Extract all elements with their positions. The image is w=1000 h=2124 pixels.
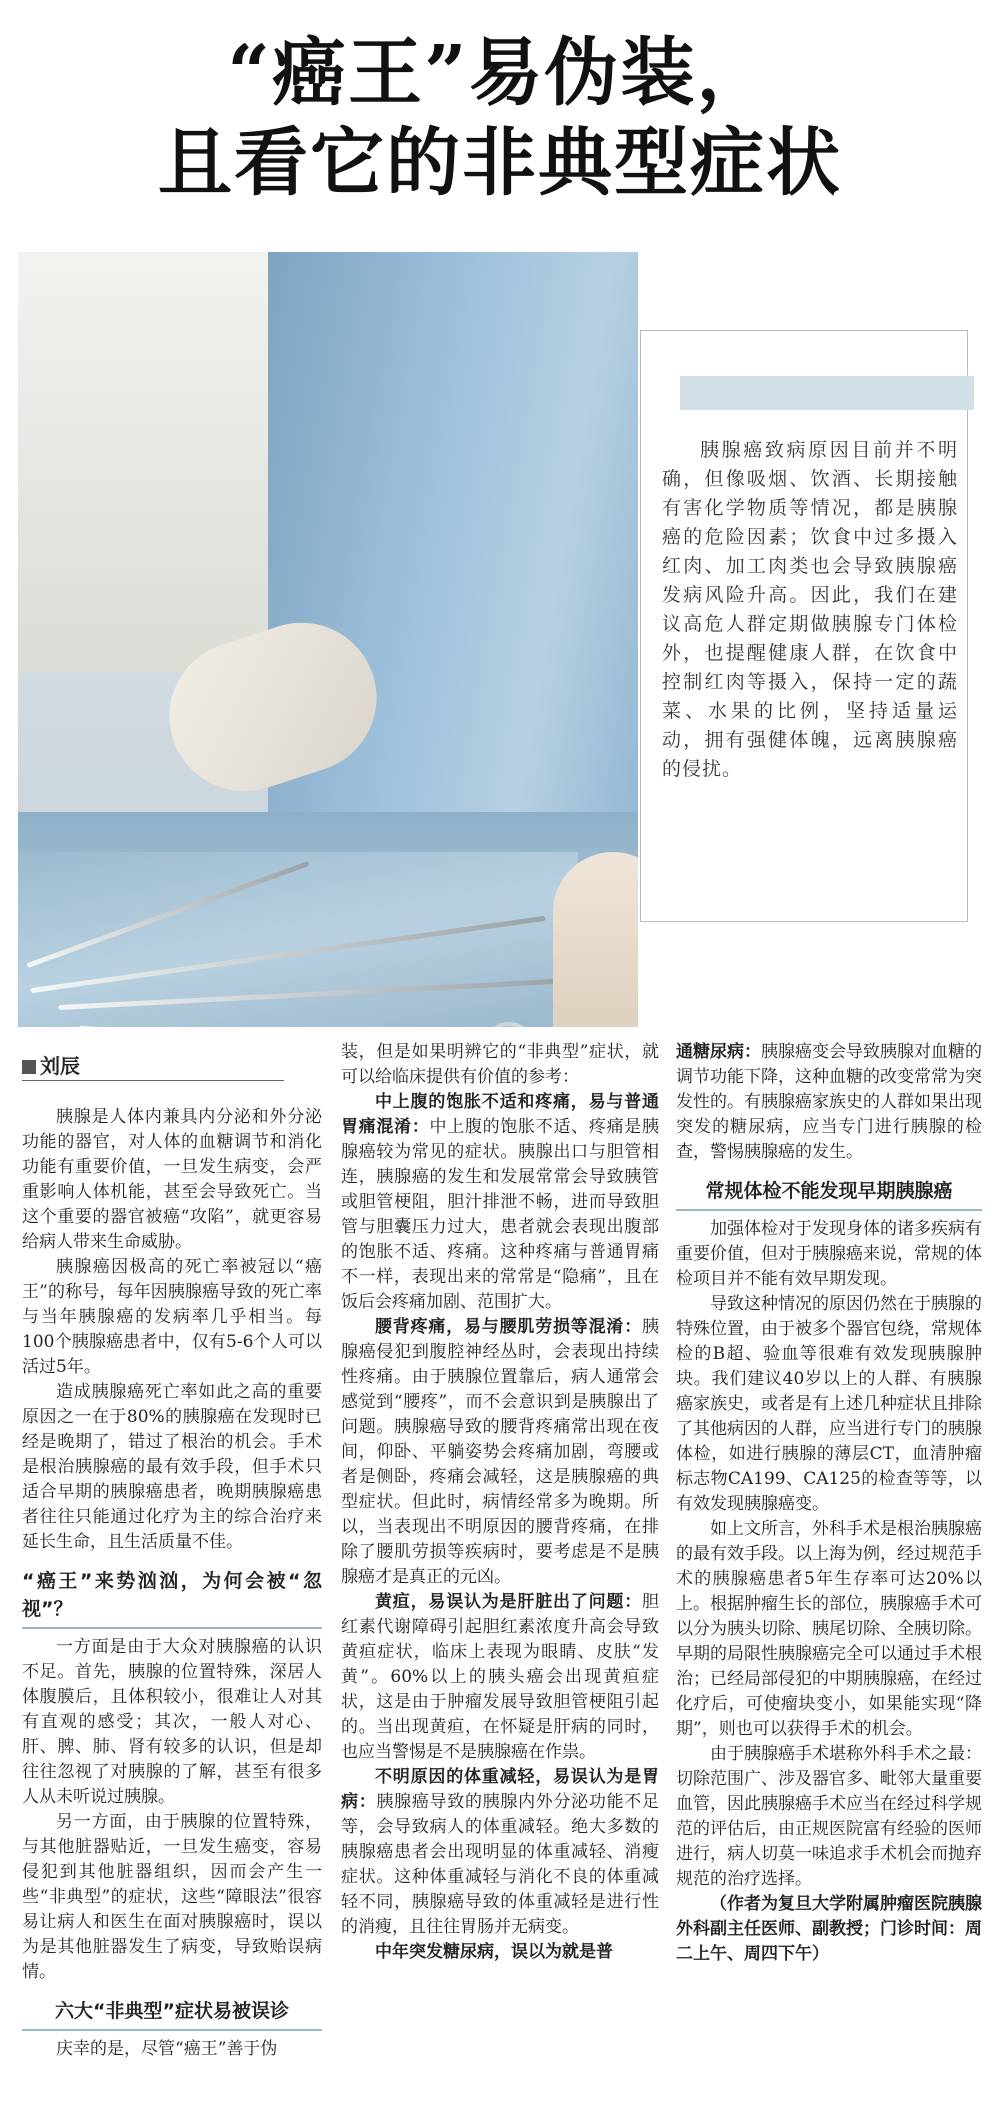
symptom-body: 中上腹的饱胀不适、疼痛是胰腺癌较为常见的症状。胰腺出口与胆管相连，胰腺癌的发生和发展常常会导致胰管或胆管梗阻，胆汁排泄不畅，进而导致胆管与胆囊压力过大，患者就会表现出腹部的饱胀不适、疼痛。这种疼痛与普通胃痛不一样，表现出来的常常是“隐痛”，且在饭后会疼痛加剧、范围扩大。	[341, 1117, 660, 1312]
column-3	[676, 1040, 982, 1967]
paragraph	[341, 1940, 659, 1965]
paragraph: 由于胰腺癌手术堪称外科手术之最：切除范围广、涉及器官多、毗邻大量重要血管，因此胰腺癌手术应当在经过科学规范的评估后，由正规医院富有经验的医师进行，病人切莫一味追求手术机会而抛弃规范的治疗选择。	[676, 1744, 982, 1889]
symptom-body: 胰腺癌变会导致胰腺对血糖的调节功能下降，这种血糖的改变常常为突发性的。有胰腺癌家族史的人群如果出现突发的糖尿病，应当专门进行胰腺的检查，警惕胰腺癌的发生。	[676, 1042, 982, 1162]
symptom-body: 胰腺癌导致的胰腺内外分泌功能不足等，会导致病人的体重减轻。绝大多数的胰腺癌患者会出现明显的体重减轻、消瘦症状。这种体重减轻与消化不良的体重减轻不同，胰腺癌导致的体重减轻是进行性的消瘦，且往往胃肠并无病变。	[341, 1792, 660, 1937]
paragraph: 装，但是如果明辨它的“非典型”症状，就可以给临床提供有价值的参考：	[341, 1042, 659, 1087]
paragraph: 庆幸的是，尽管“癌王”善于伪	[56, 2039, 278, 2059]
photo-background	[18, 252, 278, 672]
paragraph: 如上文所言，外科手术是根治胰腺癌的最有效手段。以上海为例，经过规范手术的胰腺癌患者5年生存率可达20%以上。根据肿瘤生长的部位，胰腺癌手术可以分为胰头切除、胰尾切除、全胰切除。早期的局限性胰腺癌完全可以通过手术根治；已经局部侵犯的中期胰腺癌，在经过化疗后，可使瘤块变小，如果能实现“降期”，则也可以获得手术的机会。	[676, 1519, 982, 1739]
sidebar-header-bar	[680, 376, 974, 410]
symptom-heading: 中上腹的饱胀不适和疼痛，易与普通胃痛混淆：	[341, 1092, 659, 1137]
author-footer: （作者为复旦大学附属肿瘤医院胰腺外科副主任医师、副教授；门诊时间：周二上午、周四下午）	[676, 1894, 982, 1964]
paragraph: 胰腺癌因极高的死亡率被冠以“癌王”的称号，每年因胰腺癌导致的死亡率与当年胰腺癌的发病率几乎相当。每100个胰腺癌患者中，仅有5-6个人可以活过5年。	[22, 1257, 322, 1377]
photo-glove-hand	[553, 852, 638, 1027]
symptom-heading: 通糖尿病：	[676, 1042, 761, 1062]
author-name: 刘辰	[40, 1054, 80, 1078]
paragraph: 胰腺是人体内兼具内分泌和外分泌功能的器官，对人体的血糖调节和消化功能有重要价值，一旦发生病变，会严重影响人体机能，甚至会导致死亡。当这个重要的器官被癌“攻陷”，就更容易给病人带来生命威胁。	[22, 1107, 322, 1252]
section-heading: 常规体检不能发现早期胰腺癌	[676, 1173, 982, 1211]
symptom-heading: 腰背疼痛，易与腰肌劳损等混淆：	[375, 1317, 642, 1337]
paragraph: 导致这种情况的原因仍然在于胰腺的特殊位置，由于被多个器官包绕，常规体检的B超、验血等很难有效发现胰腺肿块。我们建议40岁以上的人群、有胰腺癌家族史，或者是有上述几种症状且排除了其他病因的人群，应当进行专门的胰腺体检，如进行胰腺的薄层CT，血清肿瘤标志物CA199、CA125的检查等等，以有效发现胰腺癌变。	[676, 1294, 982, 1514]
section-heading: 六大“非典型”症状易被误诊	[22, 1993, 322, 2031]
byline-square-icon	[22, 1060, 36, 1074]
headline-line-2: 且看它的非典型症状	[158, 120, 842, 206]
byline-rule	[22, 1080, 284, 1081]
paragraph: 另一方面，由于胰腺的位置特殊，与其他脏器贴近，一旦发生癌变，容易侵犯到其他脏器组织，因而会产生一些“非典型”的症状，这些“障眼法”很容易让病人和医生在面对胰腺癌时，误以为是其他脏器发生了病变，导致贻误病情。	[22, 1812, 322, 1982]
paragraph	[341, 1590, 659, 1765]
paragraph	[341, 1090, 659, 1315]
column-1	[22, 1105, 322, 2062]
symptom-heading: 中年突发糖尿病，误以为就是普	[375, 1942, 613, 1962]
paragraph	[341, 1315, 659, 1590]
symptom-heading: 黄疸，易误认为是肝脏出了问题：	[375, 1592, 642, 1612]
sidebar-text: 胰腺癌致病原因目前并不明确，但像吸烟、饮酒、长期接触有害化学物质等情况，都是胰腺癌的危险因素；饮食中过多摄入红肉、加工肉类也会导致胰腺癌发病风险升高。因此，我们在建议高危人群定期做胰腺专门体检外，也提醒健康人群，在饮食中控制红肉等摄入，保持一定的蔬菜、水果的比例，坚持适量运动，拥有强健体魄，远离胰腺癌的侵扰。	[662, 439, 958, 780]
paragraph: 造成胰腺癌死亡率如此之高的重要原因之一在于80%的胰腺癌在发现时已经是晚期了，错过了根治的机会。手术是根治胰腺癌的最有效手段，但手术只适合早期的胰腺癌患者，晚期胰腺癌患者往往只能通过化疗为主的综合治疗来延长生命，且生活质量不佳。	[22, 1382, 322, 1552]
paragraph: 一方面是由于大众对胰腺癌的认识不足。首先，胰腺的位置特殊，深居人体腹膜后，且体积较小，很难让人对其有直观的感受；其次，一般人对心、肝、脾、肺、肾有较多的认识，但是却往往忽视了对胰腺的了解，甚至有很多人从未听说过胰腺。	[22, 1637, 322, 1807]
column-2	[341, 1040, 659, 1965]
headline-line-1: “癌王”易伪装，	[227, 30, 773, 116]
paragraph	[676, 1040, 982, 1165]
byline	[22, 1050, 80, 1079]
symptom-body: 胆红素代谢障碍引起胆红素浓度升高会导致黄疸症状，临床上表现为眼睛、皮肤“发黄”。60%以上的胰头癌会出现黄疸症状，这是由于肿瘤发展导致胆管梗阻引起的。当出现黄疸，在怀疑是肝病的同时，也应当警惕是不是胰腺癌在作祟。	[341, 1592, 659, 1762]
surgery-photo	[18, 252, 638, 1027]
paragraph: 加强体检对于发现身体的诸多疾病有重要价值，但对于胰腺癌来说，常规的体检项目并不能有效早期发现。	[676, 1219, 982, 1289]
symptom-heading: 不明原因的体重减轻，易误认为是胃病：	[341, 1767, 659, 1812]
paragraph	[341, 1765, 659, 1940]
symptom-body: 胰腺癌侵犯到腹腔神经丛时，会表现出持续性疼痛。由于胰腺位置靠后，病人通常会感觉到“腰疼”，而不会意识到是胰腺出了问题。胰腺癌导致的腰背疼痛常出现在夜间，仰卧、平躺姿势会疼痛加剧，弯腰或者是侧卧，疼痛会减轻，这是胰腺癌的典型症状。但此时，病情经常多为晚期。所以，当表现出不明原因的腰背疼痛，在排除了腰肌劳损等疾病时，要考虑是不是胰腺癌才是真正的元凶。	[341, 1317, 659, 1587]
section-heading: “癌王”来势汹汹，为何会被“忽视”？	[22, 1563, 322, 1629]
